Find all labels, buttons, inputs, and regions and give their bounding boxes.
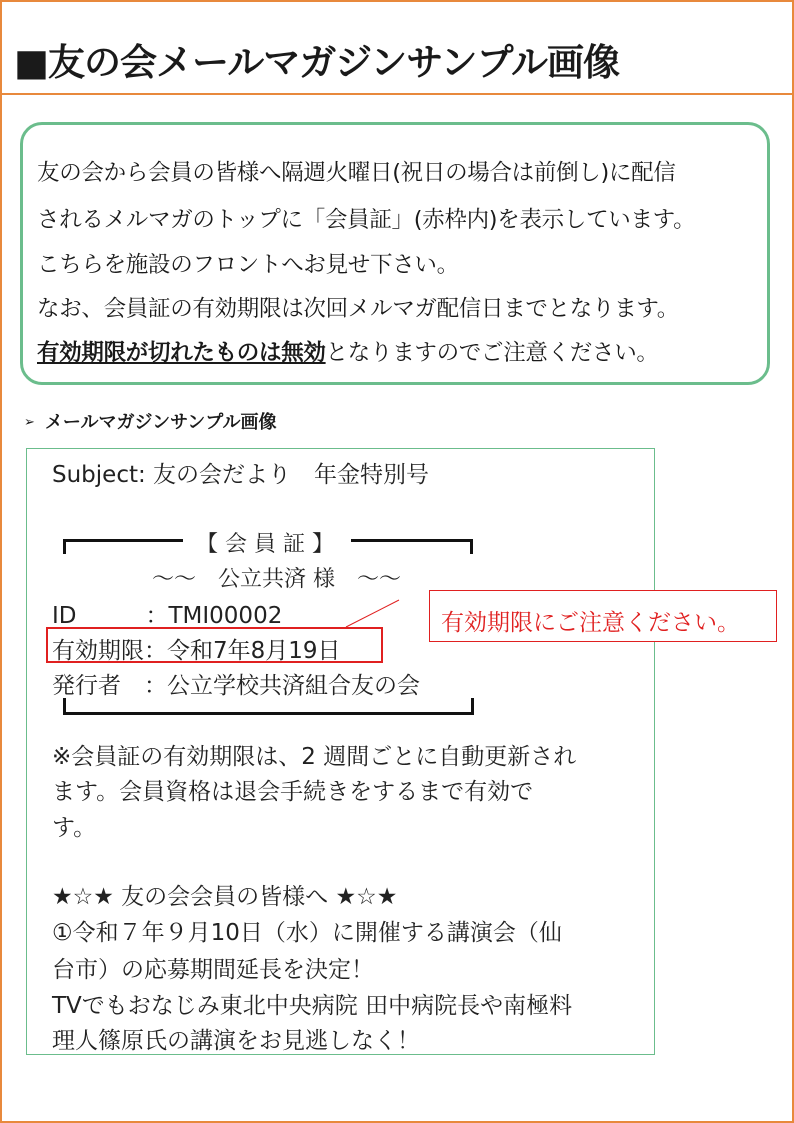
card-border-top-left: [63, 539, 183, 554]
notice-line-5: [37, 335, 659, 367]
invalid-warning-text: 有効期限が切れたものは無効: [37, 340, 326, 366]
card-id: ID ：TMI00002: [52, 603, 283, 629]
mail-body-line-1: ①令和７年９月10日（水）に開催する講演会（仙: [52, 920, 562, 946]
card-addressee: 〜〜 公立共済 様 〜〜: [152, 567, 401, 592]
arrow-bullet-icon: ➢: [24, 415, 35, 430]
mail-note-line-2: ます。会員資格は退会手続きをするまで有効で: [52, 779, 534, 805]
mail-body-line-3: TVでもおなじみ東北中央病院 田中病院長や南極料: [52, 993, 573, 1019]
mail-greeting: ★☆★ 友の会会員の皆様へ ★☆★: [52, 884, 398, 910]
mail-note-line-1: ※会員証の有効期限は、2 週間ごとに自動更新され: [52, 744, 577, 770]
card-border-top-right: [351, 539, 473, 554]
card-border-bottom: [63, 698, 474, 715]
section-heading-label: メールマガジンサンプル画像: [44, 412, 277, 433]
mail-body-line-2: 台市）の応募期間延長を決定！: [52, 957, 374, 983]
notice-line-2: されるメルマガのトップに「会員証」(赤枠内)を表示しています。: [37, 207, 696, 233]
page-title: ■友の会メールマガジンサンプル画像: [14, 41, 619, 84]
notice-line-4: なお、会員証の有効期限は次回メルマガ配信日までとなります。: [37, 296, 680, 322]
section-heading: [24, 408, 276, 434]
notice-box: [20, 122, 770, 385]
expiry-callout: [429, 590, 777, 642]
notice-line-5-rest: となりますのでご注意ください。: [325, 340, 659, 366]
mail-note-line-3: す。: [52, 815, 97, 841]
card-expiry: 有効期限：令和7年8月19日: [52, 638, 341, 664]
card-issuer: 発行者 ：公立学校共済組合友の会: [52, 673, 420, 699]
callout-text: 有効期限にご注意ください。: [441, 610, 740, 636]
expiry-highlight-box: [46, 627, 383, 663]
card-title: 【 会 員 証 】: [196, 532, 334, 557]
title-bar: [2, 2, 792, 95]
notice-line-1: 友の会から会員の皆様へ隔週火曜日(祝日の場合は前倒し)に配信: [37, 160, 676, 186]
notice-line-3: こちらを施設のフロントへお見せ下さい。: [37, 252, 459, 278]
mail-body-line-4: 理人篠原氏の講演をお見逃しなく！: [52, 1028, 420, 1054]
mail-subject: Subject: 友の会だより 年金特別号: [52, 462, 430, 488]
